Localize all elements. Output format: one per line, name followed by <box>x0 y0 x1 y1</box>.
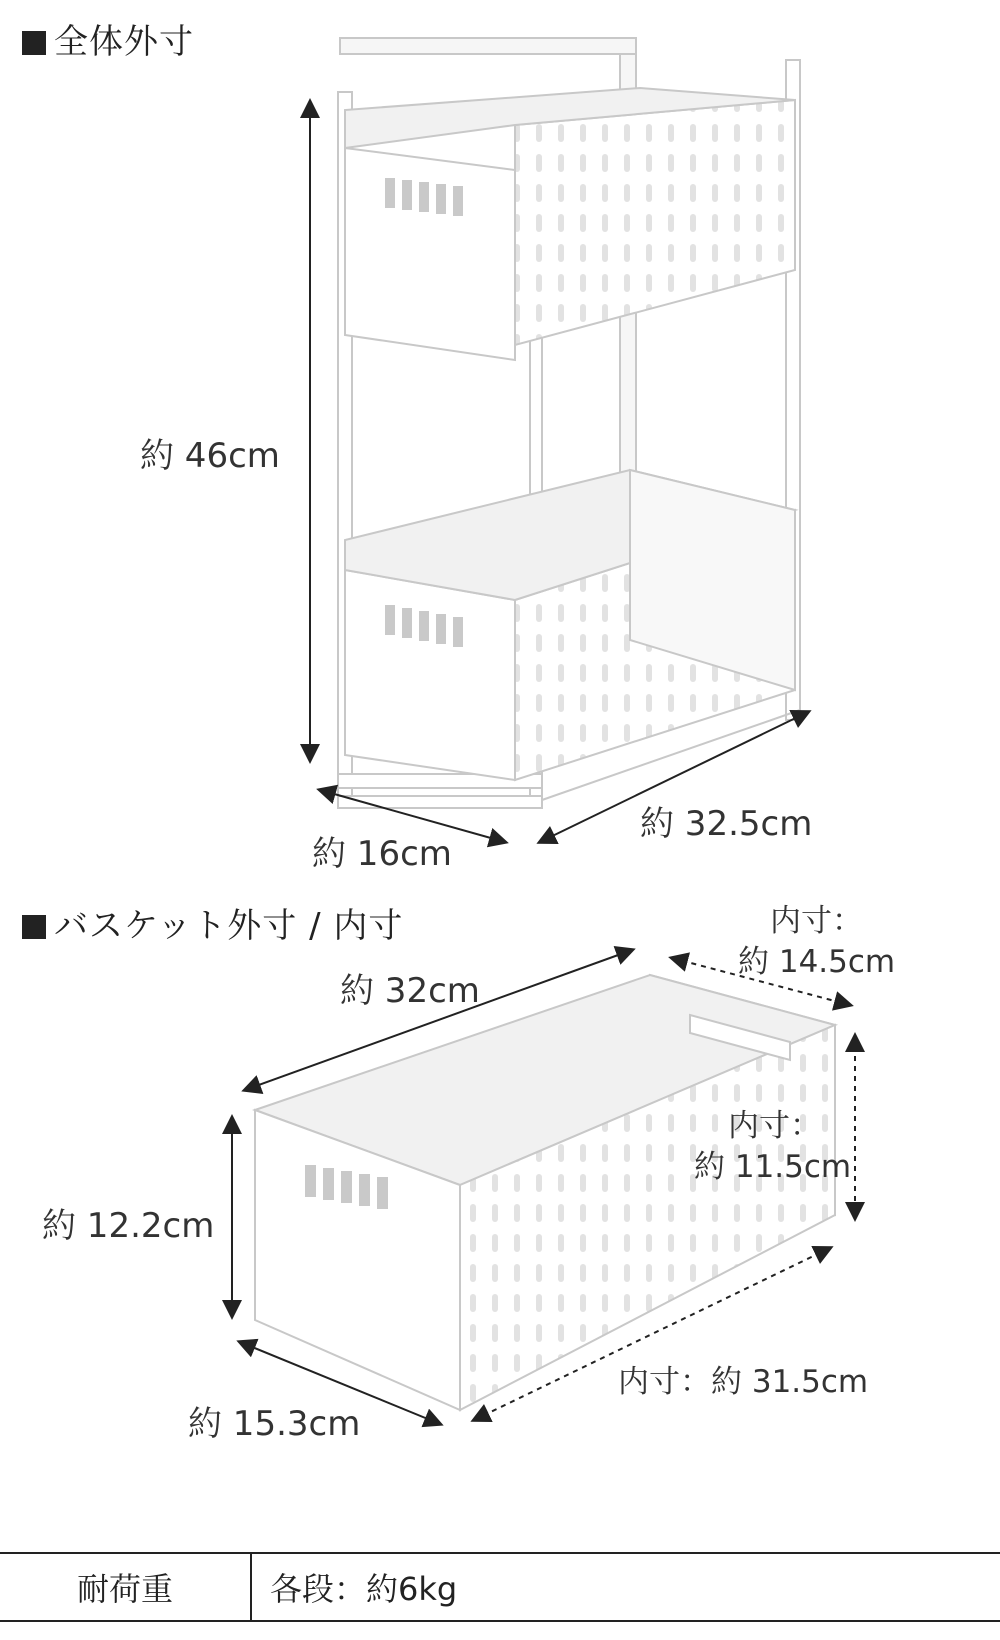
basket-length-label: 約 32cm <box>340 971 480 1011</box>
basket-inner-length-label: 内寸：約 31.5cm <box>618 1364 869 1400</box>
basket-height-label: 約 12.2cm <box>42 1206 215 1246</box>
load-capacity-value: 各段：約6kg <box>270 1570 458 1608</box>
rack-illustration <box>338 38 800 808</box>
load-capacity-table <box>0 1552 1000 1622</box>
basket-illustration <box>255 975 835 1410</box>
overall-depth-label: 約 32.5cm <box>640 804 813 844</box>
overall-width-label: 約 16cm <box>312 834 452 874</box>
overall-height-label: 約 46cm <box>140 436 280 476</box>
section-heading-overall: 全体外寸 <box>22 14 194 63</box>
basket-inner-width-value: 約 14.5cm <box>738 944 896 980</box>
section-heading-basket: バスケット外寸 / 内寸 <box>22 898 403 947</box>
basket-width-label: 約 15.3cm <box>188 1404 361 1444</box>
basket-inner-width-title: 内寸： <box>770 903 863 939</box>
load-capacity-key: 耐荷重 <box>0 1554 252 1620</box>
square-bullet-icon <box>22 915 46 939</box>
basket-inner-height-value: 約 11.5cm <box>694 1149 852 1185</box>
basket-inner-height-title: 内寸： <box>728 1108 821 1144</box>
